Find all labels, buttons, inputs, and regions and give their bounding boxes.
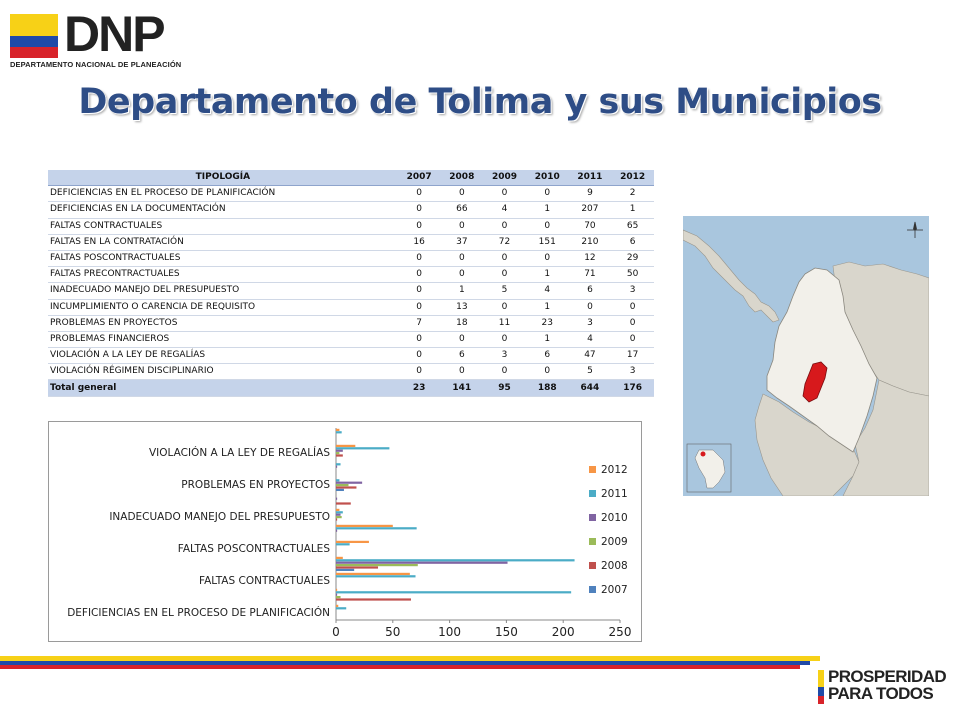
bar-2012-2 (336, 573, 410, 575)
legend-swatch-2008 (589, 562, 596, 569)
table-cell-value: 0 (483, 218, 526, 234)
table-cell-tipologia: PROBLEMAS EN PROYECTOS (48, 315, 398, 331)
bar-chart-svg (49, 422, 641, 641)
bar-2010-10 (336, 450, 343, 452)
table-cell-value: 1 (526, 299, 569, 315)
table-cell-value: 0 (398, 250, 441, 266)
legend-label-2007: 2007 (601, 584, 628, 596)
table-cell-value: 1 (526, 267, 569, 283)
table-cell-value: 70 (569, 218, 612, 234)
table-row (48, 186, 654, 202)
bar-2011-2 (336, 575, 416, 577)
table-cell-value: 0 (611, 299, 654, 315)
tipologia-table (48, 170, 654, 397)
footer-line1: PROSPERIDAD (828, 667, 947, 686)
table-cell-value: 0 (398, 299, 441, 315)
column-header-2009: 2009 (483, 170, 526, 186)
table-cell-value: 0 (398, 283, 441, 299)
table-cell-value: 0 (398, 267, 441, 283)
table-cell-value: 0 (483, 250, 526, 266)
table-cell-value: 6 (611, 234, 654, 250)
table-cell-value: 3 (483, 348, 526, 364)
bar-2010-3 (336, 562, 508, 564)
table-cell-value: 0 (611, 331, 654, 347)
table-cell-value: 95 (483, 380, 526, 396)
bar-2012-3 (336, 557, 343, 559)
table-cell-value: 0 (398, 186, 441, 202)
map-svg (683, 216, 929, 496)
table-cell-value: 0 (398, 331, 441, 347)
table-cell-value: 0 (398, 218, 441, 234)
bar-2012-4 (336, 541, 369, 543)
category-label: FALTAS CONTRACTUALES (199, 575, 330, 587)
map-panama (683, 230, 779, 322)
legend-swatch-2009 (589, 538, 596, 545)
bar-2011-9 (336, 463, 341, 465)
table-cell-value: 0 (398, 348, 441, 364)
table-header-row (48, 170, 654, 186)
legend-label-2009: 2009 (601, 536, 628, 548)
table-cell-value: 0 (398, 364, 441, 380)
x-tick-label: 50 (385, 625, 401, 639)
table-cell-value: 4 (483, 202, 526, 218)
table-cell-value: 0 (569, 299, 612, 315)
page-title: Departamento de Tolima y sus Municipios (78, 82, 882, 122)
table-cell-value: 3 (611, 364, 654, 380)
table-cell-value: 0 (483, 186, 526, 202)
table-cell-value: 0 (440, 186, 483, 202)
table-cell-value: 6 (440, 348, 483, 364)
bar-2010-1 (336, 594, 337, 596)
bar-2009-8 (336, 484, 349, 486)
x-tick-label: 150 (494, 625, 518, 639)
table-cell-value: 29 (611, 250, 654, 266)
colombia-flag-icon (10, 14, 58, 58)
table-cell-value: 3 (569, 315, 612, 331)
column-header-2008: 2008 (440, 170, 483, 186)
table-row (48, 315, 654, 331)
bar-2009-6 (336, 516, 342, 518)
table-row (48, 218, 654, 234)
category-label: PROBLEMAS EN PROYECTOS (181, 479, 330, 491)
bar-2012-5 (336, 525, 393, 527)
bar-2007-3 (336, 569, 354, 571)
table-cell-value: 0 (440, 364, 483, 380)
table-cell-value: 66 (440, 202, 483, 218)
bar-2011-0 (336, 607, 346, 609)
dnp-brand: DNP (64, 6, 164, 62)
table-cell-value: 23 (398, 380, 441, 396)
bar-2011-11 (336, 431, 342, 433)
bar-2011-6 (336, 511, 343, 513)
legend-label-2012: 2012 (601, 464, 628, 476)
bar-2011-4 (336, 543, 350, 545)
bar-2010-6 (336, 514, 341, 516)
table-cell-value: 7 (398, 315, 441, 331)
table-cell-value: 16 (398, 234, 441, 250)
table-cell-value: 6 (569, 283, 612, 299)
table-row (48, 364, 654, 380)
bar-2010-5 (336, 530, 337, 532)
category-label: INADECUADO MANEJO DEL PRESUPUESTO (109, 511, 330, 523)
bar-2011-8 (336, 479, 339, 481)
inset-map (687, 444, 731, 492)
footer-line2: PARA TODOS (828, 684, 934, 703)
bar-2011-3 (336, 559, 575, 561)
table-cell-value: 0 (526, 218, 569, 234)
table-cell-value: 2 (611, 186, 654, 202)
table-cell-tipologia: DEFICIENCIAS EN EL PROCESO DE PLANIFICACIÓN (48, 186, 398, 202)
footer-flag-icon (818, 670, 824, 704)
bar-2011-1 (336, 591, 571, 593)
table-cell-tipologia: INCUMPLIMIENTO O CARENCIA DE REQUISITO (48, 299, 398, 315)
table-cell-value: 71 (569, 267, 612, 283)
compass-rose-icon (907, 222, 923, 238)
table-cell-value: 37 (440, 234, 483, 250)
column-header-2010: 2010 (526, 170, 569, 186)
table-cell-tipologia: DEFICIENCIAS EN LA DOCUMENTACIÓN (48, 202, 398, 218)
table-cell-value: 9 (569, 186, 612, 202)
table-cell-value: 65 (611, 218, 654, 234)
colombia-map (683, 216, 929, 496)
legend-swatch-2011 (589, 490, 596, 497)
legend-label-2011: 2011 (601, 488, 628, 500)
table-cell-value: 207 (569, 202, 612, 218)
bar-2008-1 (336, 598, 411, 600)
table-cell-value: 210 (569, 234, 612, 250)
table-cell-tipologia: FALTAS CONTRACTUALES (48, 218, 398, 234)
flag-red-stripe (10, 47, 58, 58)
table-cell-value: 6 (526, 348, 569, 364)
flag-blue-stripe (10, 36, 58, 47)
table-total-row (48, 380, 654, 396)
bar-chart (48, 421, 642, 642)
legend-swatch-2007 (589, 586, 596, 593)
bar-2009-1 (336, 596, 341, 598)
legend-label-2008: 2008 (601, 560, 628, 572)
bar-2012-0 (336, 605, 338, 607)
table-cell-tipologia: VIOLACIÓN RÉGIMEN DISCIPLINARIO (48, 364, 398, 380)
table-row (48, 331, 654, 347)
table-cell-value: 11 (483, 315, 526, 331)
category-label: DEFICIENCIAS EN EL PROCESO DE PLANIFICACIÓN (67, 607, 330, 619)
table-cell-value: 5 (569, 364, 612, 380)
table-cell-value: 1 (526, 331, 569, 347)
flag-yellow-stripe (10, 14, 58, 36)
table-cell-value: 644 (569, 380, 612, 396)
bar-2010-7 (336, 498, 337, 500)
bar-2008-3 (336, 566, 378, 568)
table-cell-tipologia: FALTAS EN LA CONTRATACIÓN (48, 234, 398, 250)
table-cell-value: 0 (440, 218, 483, 234)
bar-2012-11 (336, 429, 339, 431)
dnp-subtitle: DEPARTAMENTO NACIONAL DE PLANEACIÓN (10, 60, 182, 69)
table-cell-tipologia: INADECUADO MANEJO DEL PRESUPUESTO (48, 283, 398, 299)
dnp-logo (10, 6, 190, 70)
table-cell-value: 5 (483, 283, 526, 299)
table-cell-value: 0 (483, 364, 526, 380)
prosperidad-logo (818, 668, 950, 708)
table-cell-value: 151 (526, 234, 569, 250)
table-row (48, 202, 654, 218)
table-cell-value: 176 (611, 380, 654, 396)
bar-2008-6 (336, 518, 337, 520)
table-cell-value: 72 (483, 234, 526, 250)
table-row (48, 234, 654, 250)
bar-2012-6 (336, 509, 339, 511)
x-tick-label: 200 (551, 625, 575, 639)
table-cell-value: 0 (526, 250, 569, 266)
bar-2012-10 (336, 445, 355, 447)
table-cell-value: 4 (526, 283, 569, 299)
table-cell-value: 3 (611, 283, 654, 299)
table-cell-tipologia: PROBLEMAS FINANCIEROS (48, 331, 398, 347)
table-cell-value: 18 (440, 315, 483, 331)
x-tick-label: 0 (332, 625, 340, 639)
footer-stripes (0, 656, 960, 670)
table-cell-value: 141 (440, 380, 483, 396)
legend-swatch-2012 (589, 466, 596, 473)
table-cell-value: 0 (483, 267, 526, 283)
category-label: FALTAS POSCONTRACTUALES (177, 543, 330, 555)
table-row (48, 299, 654, 315)
bar-2010-9 (336, 466, 337, 468)
table-cell-value: 0 (440, 250, 483, 266)
bar-2010-8 (336, 482, 362, 484)
bar-2009-10 (336, 452, 339, 454)
x-tick-label: 100 (438, 625, 462, 639)
table-cell-tipologia: Total general (48, 380, 398, 396)
category-label: VIOLACIÓN A LA LEY DE REGALÍAS (149, 447, 330, 459)
column-header-2007: 2007 (398, 170, 441, 186)
table-cell-value: 188 (526, 380, 569, 396)
bar-2012-1 (336, 589, 337, 591)
footer-stripe-red (0, 665, 800, 669)
table-cell-value: 1 (526, 202, 569, 218)
bar-2007-8 (336, 489, 344, 491)
table-row (48, 267, 654, 283)
table-row (48, 283, 654, 299)
table-cell-tipologia: FALTAS POSCONTRACTUALES (48, 250, 398, 266)
legend-swatch-2010 (589, 514, 596, 521)
bar-2008-8 (336, 486, 356, 488)
bar-2011-10 (336, 447, 389, 449)
column-header-2011: 2011 (569, 170, 612, 186)
table-row (48, 348, 654, 364)
table-cell-value: 17 (611, 348, 654, 364)
table-cell-value: 23 (526, 315, 569, 331)
table-cell-value: 13 (440, 299, 483, 315)
table-cell-value: 0 (483, 331, 526, 347)
table-cell-value: 50 (611, 267, 654, 283)
table-cell-value: 0 (440, 267, 483, 283)
bar-2009-3 (336, 564, 418, 566)
table-body (48, 186, 654, 396)
bar-2011-5 (336, 527, 417, 529)
table-cell-value: 12 (569, 250, 612, 266)
table-cell-value: 4 (569, 331, 612, 347)
legend-label-2010: 2010 (601, 512, 628, 524)
table-cell-value: 0 (440, 331, 483, 347)
table-cell-tipologia: FALTAS PRECONTRACTUALES (48, 267, 398, 283)
table-cell-value: 1 (440, 283, 483, 299)
table-cell-value: 47 (569, 348, 612, 364)
table-cell-value: 1 (611, 202, 654, 218)
table-cell-value: 0 (398, 202, 441, 218)
bar-2008-7 (336, 502, 351, 504)
table-row (48, 250, 654, 266)
column-header-tipologia: TIPOLOGÍA (48, 170, 398, 186)
table-cell-tipologia: VIOLACIÓN A LA LEY DE REGALÍAS (48, 348, 398, 364)
table-cell-value: 0 (611, 315, 654, 331)
column-header-2012: 2012 (611, 170, 654, 186)
x-tick-label: 250 (608, 625, 632, 639)
table-cell-value: 0 (483, 299, 526, 315)
table-cell-value: 0 (526, 186, 569, 202)
bar-2008-10 (336, 454, 343, 456)
table-cell-value: 0 (526, 364, 569, 380)
